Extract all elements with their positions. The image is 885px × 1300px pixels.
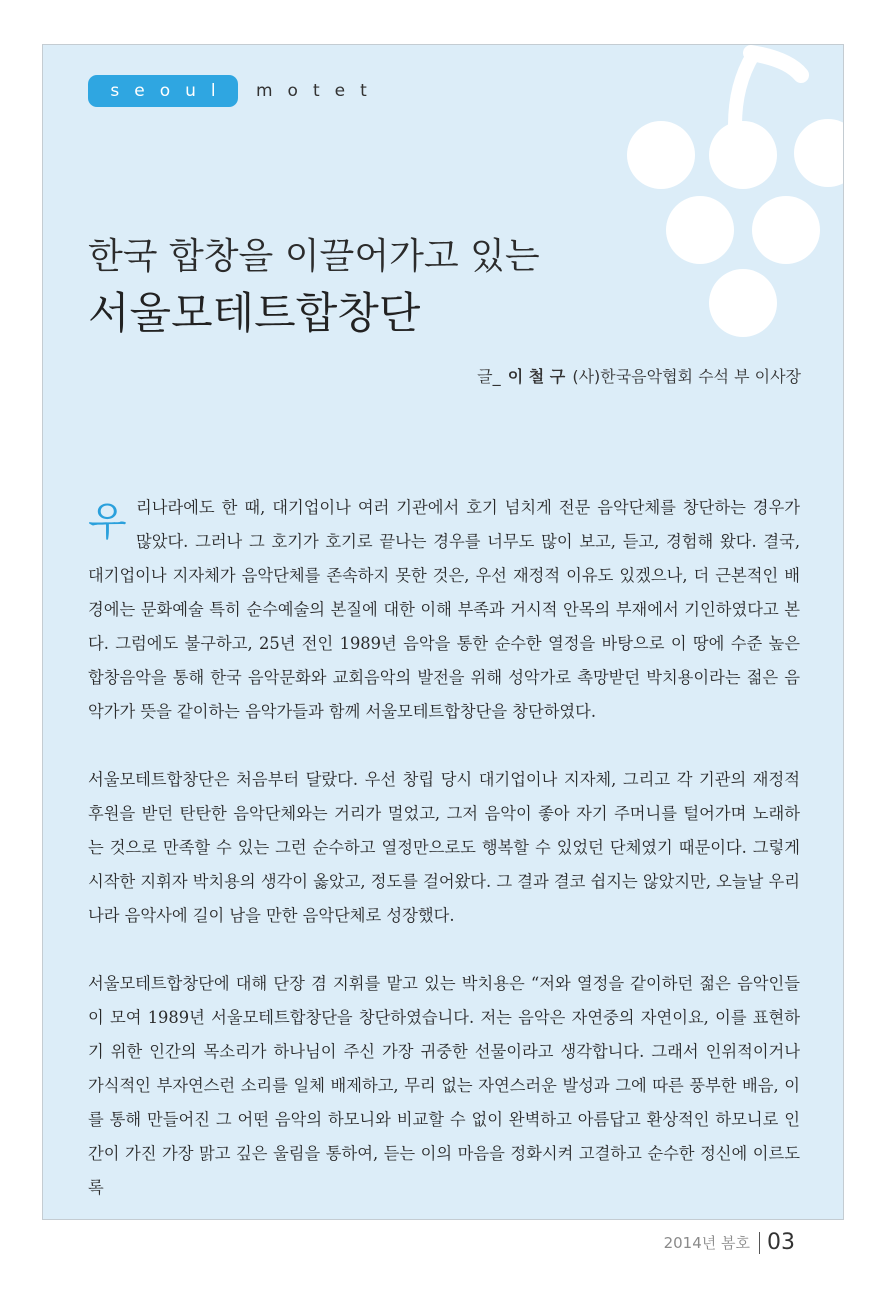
series-rest: motet [256, 81, 382, 101]
article-body [88, 491, 800, 1220]
article-panel [42, 44, 844, 1220]
paragraph-1 [88, 491, 800, 729]
series-highlight: seoul [88, 75, 238, 107]
paragraph-2: 서울모테트합창단은 처음부터 달랐다. 우선 창립 당시 대기업이나 지자체, 그리고 각 기관의 재정적 후원을 받던 탄탄한 음악단체와는 거리가 멀었고, 그저 음악이 좋아 자기 주머니를 털어가며 노래하는 것으로 만족할 수 있는 그런 순수하고 열정만으로도 행복할 수 있었던 단체였기 때문이다. 그렇게 시작한 지휘자 박치용의 생각이 옳았고, 정도를 걸어왔다. 그 결과 결코 쉽지는 않았지만, 오늘날 우리나라 음악사에 길이 남을 만한 음악단체로 성장했다. [88, 770, 800, 925]
byline-prefix: 글_ [477, 367, 501, 386]
author-name: 이 철 구 [507, 367, 566, 386]
title-line-1: 한국 합창을 이끌어가고 있는 [88, 236, 540, 277]
title-line-2: 서울모테트합창단 [88, 289, 421, 339]
byline [477, 364, 801, 387]
page-footer [664, 1230, 795, 1255]
paragraph-3: 서울모테트합창단에 대해 단장 겸 지휘를 맡고 있는 박치용은 “저와 열정을 같이하던 젊은 음악인들이 모여 1989년 서울모테트합창단을 창단하였습니다. 저는 음악은 자연중의 자연이요, 이를 표현하기 위한 인간의 목소리가 하나님이 주신 가장 귀중한 선물이라고 생각합니다. 그래서 인위적이거나 가식적인 부자연스런 소리를 일체 배제하고, 무리 없는 자연스러운 발성과 그에 따른 풍부한 배음, 이를 통해 만들어진 그 어떤 음악의 하모니와 비교할 수 없이 완벽하고 아름답고 환상적인 하모니로 인간이 가진 가장 맑고 깊은 울림을 통하여, 듣는 이의 마음을 정화시켜 고결하고 순수한 정신에 이르도록 [88, 974, 800, 1197]
footer-divider [759, 1232, 760, 1254]
author-affiliation: (사)한국음악협회 수석 부 이사장 [572, 367, 801, 386]
series-label [88, 75, 382, 107]
grape-cluster-icon [603, 45, 844, 365]
drop-cap: 우 [88, 499, 127, 545]
issue-label: 2014년 봄호 [663, 1234, 750, 1252]
page-number: 03 [767, 1230, 795, 1255]
paragraph-1-text: 리나라에도 한 때, 대기업이나 여러 기관에서 호기 넘치게 전문 음악단체를 창단하는 경우가 많았다. 그러나 그 호기가 호기로 끝나는 경우를 너무도 많이 보고, 듣고, 경험해 왔다. 결국, 대기업이나 지자체가 음악단체를 존속하지 못한 것은, 우선 재정적 이유도 있겠으나, 더 근본적인 배경에는 문화예술 특히 순수예술의 본질에 대한 이해 부족과 거시적 안목의 부재에서 기인하였다고 본다. 그럼에도 불구하고, 25년 전인 1989년 음악을 통한 순수한 열정을 바탕으로 이 땅에 수준 높은 합창음악을 통해 한국 음악문화와 교회음악의 발전을 위해 성악가로 촉망받던 박치용이라는 젊은 음악가가 뜻을 같이하는 음악가들과 함께 서울모테트합창단을 창단하였다. [88, 498, 800, 721]
